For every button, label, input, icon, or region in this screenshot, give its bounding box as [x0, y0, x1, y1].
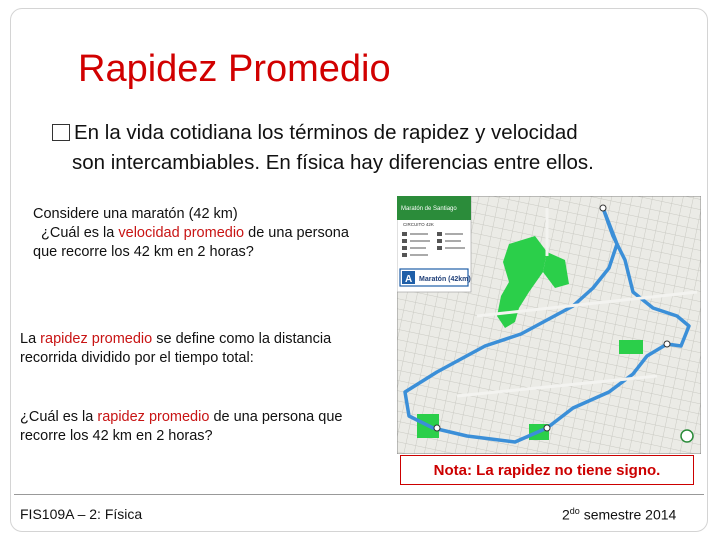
map-header-title: Maratón de Santiago	[401, 206, 457, 212]
definition-line-1: La rapidez promedio se define como la distancia	[20, 331, 332, 347]
map-park-right	[619, 340, 643, 354]
footer-semester: $2^{do}$ semestre 2014	[562, 506, 677, 523]
marathon-route-map	[397, 196, 701, 454]
velocidad-promedio-term: velocidad promedio	[118, 225, 245, 241]
rapidez-promedio-term: rapidez promedio	[40, 331, 153, 347]
definition-line-2: recorrida dividido por el tiempo total:	[20, 350, 254, 366]
question-2-line-1: ¿Cuál es la rapidez promedio de una persona que	[20, 409, 343, 425]
question-1-line-3: que recorre los 42 km en 2 horas?	[33, 244, 254, 260]
rapidez-promedio-term-2: rapidez promedio	[97, 409, 210, 425]
question-2	[20, 408, 342, 446]
bullet-line-2: son intercambiables. En física hay diferencias entre ellos.	[72, 151, 594, 174]
note-text: Nota: La rapidez no tiene signo.	[433, 461, 661, 479]
slide-title: Rapidez Promedio	[78, 48, 391, 90]
question-1	[33, 205, 349, 262]
map-marker	[664, 341, 670, 347]
bullet-line-1: En la vida cotidiana los términos de rapidez y velocidad	[74, 121, 578, 144]
definition	[20, 330, 331, 368]
question-2-line-2: recorre los 42 km en 2 horas?	[20, 428, 213, 444]
question-1-line-1: Considere una maratón (42 km)	[33, 206, 238, 222]
footer-divider	[14, 494, 704, 495]
map-marker	[600, 205, 606, 211]
footer-course: FIS109A – 2: Física	[20, 506, 143, 522]
map-marathon-sign-label: Maratón (42km)	[419, 276, 471, 283]
map-marker	[544, 425, 550, 431]
bullet-box-icon	[52, 124, 70, 141]
note-box	[400, 455, 694, 485]
map-marker	[434, 425, 440, 431]
svg-text:A: A	[405, 274, 413, 285]
main-bullet	[52, 118, 702, 178]
map-circuit-label: CIRCUITO 42K	[403, 222, 434, 227]
question-1-line-2: ¿Cuál es la velocidad promedio de una persona	[41, 225, 349, 241]
map-corner-logo	[681, 430, 693, 442]
